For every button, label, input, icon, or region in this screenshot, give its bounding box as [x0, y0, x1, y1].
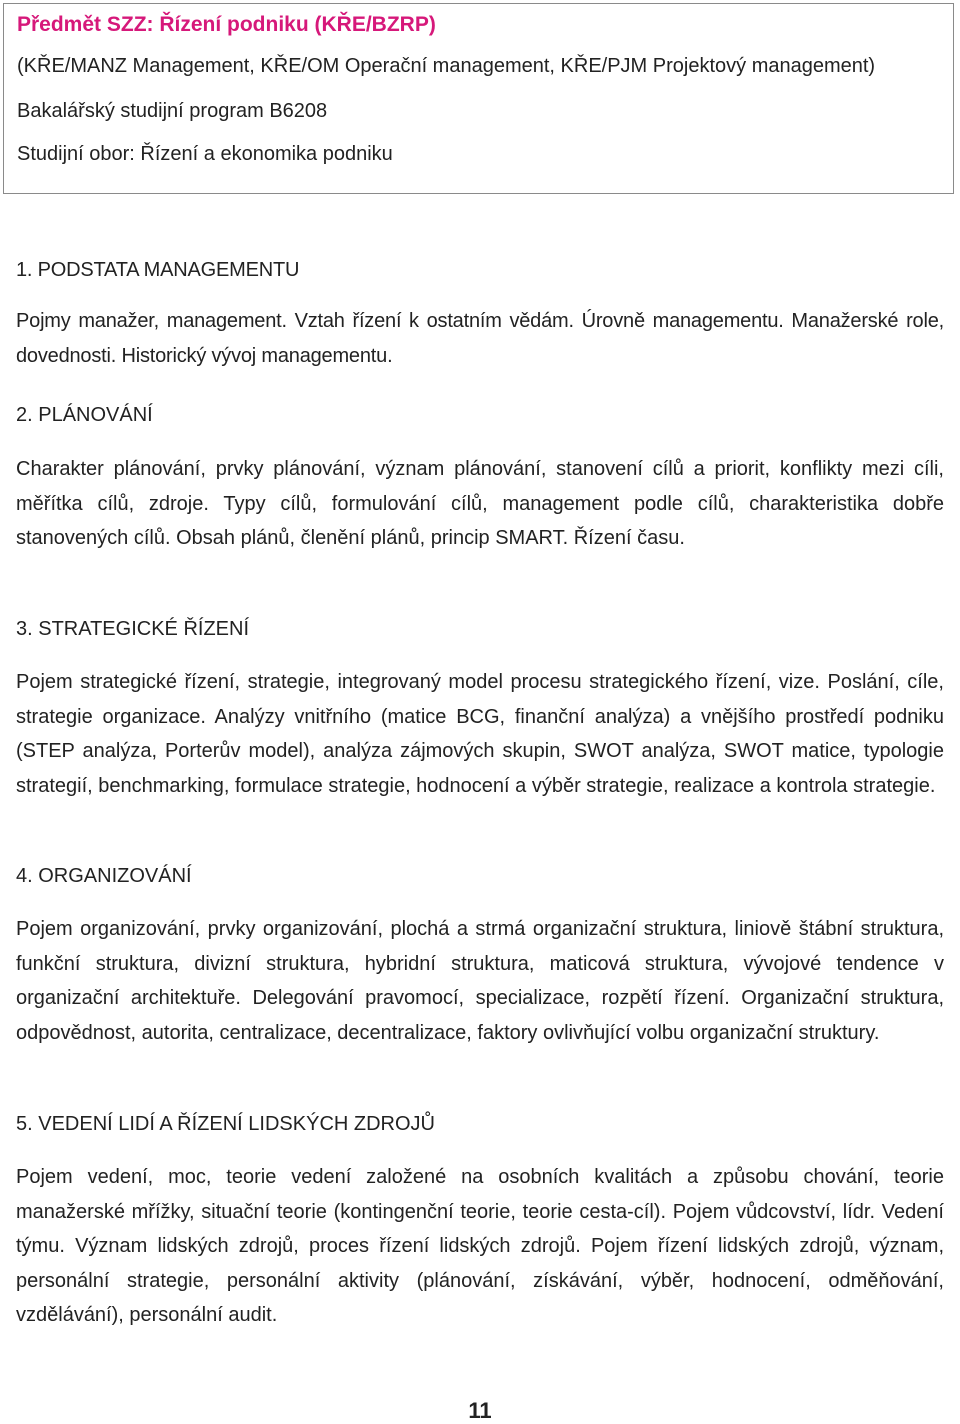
study-field: Studijní obor: Řízení a ekonomika podniku: [17, 143, 393, 165]
section-text: Charakter plánování, prvky plánování, význam plánování, stanovení cílů a priorit, konflikty mezi cíli, měřítka cílů, zdroje. Typy cílů, formulování cílů, management podle cílů, charakteristika dobře stanovených cílů. Obsah plánů, členění plánů, princip SMART. Řízení času.: [16, 458, 944, 549]
subject-header-box: [3, 3, 954, 194]
section-heading: 1. PODSTATA MANAGEMENTU: [16, 259, 300, 281]
course-list: (KŘE/MANZ Management, KŘE/OM Operační management, KŘE/PJM Projektový management): [17, 55, 876, 77]
section-text: Pojem organizování, prvky organizování, plochá a strmá organizační struktura, liniově štábní struktura, funkční struktura, divizní struktura, hybridní struktura, maticová struktura, vývojové tendence v organizační architektuře. Delegování pravomocí, specializace, rozpětí řízení. Organizační struktura, odpovědnost, autorita, centralizace, decentralizace, faktory ovlivňující volbu organizační struktury.: [16, 918, 944, 1044]
section-heading: 2. PLÁNOVÁNÍ: [16, 404, 153, 426]
section-2: [16, 401, 944, 556]
study-program: Bakalářský studijní program B6208: [17, 100, 328, 122]
page-number: 11: [468, 1398, 492, 1423]
section-heading: 3. STRATEGICKÉ ŘÍZENÍ: [16, 618, 249, 640]
section-5: [16, 1110, 944, 1333]
section-3: [16, 615, 944, 803]
section-heading: 5. VEDENÍ LIDÍ A ŘÍZENÍ LIDSKÝCH ZDROJŮ: [16, 1113, 435, 1135]
section-1: [16, 256, 944, 373]
section-text: Pojem vedení, moc, teorie vedení založené na osobních kvalitách a způsobu chování, teorie manažerské mřížky, situační teorie (kontingenční teorie, teorie cesta-cíl). Pojem vůdcovství, lídr. Vedení týmu. Význam lidských zdrojů, proces řízení lidských zdrojů. Pojem řízení lidských zdrojů, význam, personální strategie, personální aktivity (plánování, získávání, výběr, hodnocení, odměňování, vzdělávání), personální audit.: [16, 1166, 944, 1326]
section-4: [16, 862, 944, 1050]
section-heading: 4. ORGANIZOVÁNÍ: [16, 865, 192, 887]
subject-title: Předmět SZZ: Řízení podniku (KŘE/BZRP): [17, 13, 436, 36]
section-text: Pojem strategické řízení, strategie, integrovaný model procesu strategického řízení, vize. Poslání, cíle, strategie organizace. Analýzy vnitřního (matice BCG, finanční analýza) a vnějšího prostředí podniku (STEP analýza, Porterův model), analýza zájmových skupin, SWOT analýza, SWOT matice, typologie strategií, benchmarking, formulace strategie, hodnocení a výběr strategie, realizace a kontrola strategie.: [16, 671, 944, 797]
section-text: Pojmy manažer, management. Vztah řízení k ostatním vědám. Úrovně managementu. Manažerské role, dovednosti. Historický vývoj managementu.: [16, 310, 944, 367]
